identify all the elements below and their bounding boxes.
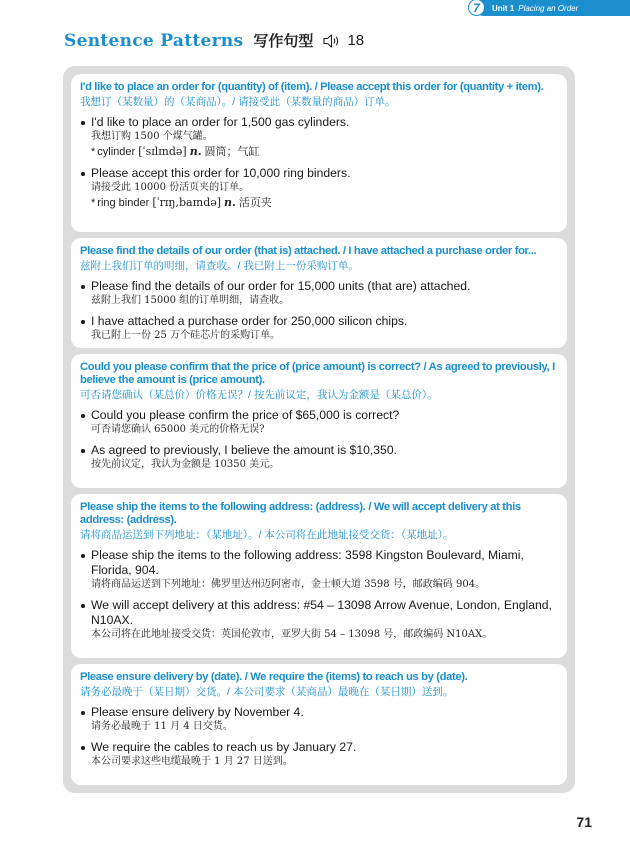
example-item — [80, 408, 557, 437]
vocab-note: * cylinder [ˈsɪlɪndə] n. 圆筒；气缸 — [91, 145, 260, 158]
pattern-heading: Please ensure delivery by (date). / We require the (items) to reach us by (date). — [80, 671, 468, 683]
example-item — [80, 115, 557, 160]
example-en: Could you please confirm the price of $65,000 is correct? — [91, 408, 400, 422]
page-number: 71 — [576, 814, 592, 830]
section-title: Sentence Patterns — [64, 30, 244, 51]
pattern-card-ship-address — [71, 494, 567, 658]
example-cn: 我想订购 1500 个煤气罐。 — [91, 131, 213, 142]
unit-tab — [474, 0, 630, 16]
vocab-pronunciation: [ˈsɪlɪndə] — [138, 145, 187, 158]
pattern-card-confirm-price — [71, 354, 567, 488]
example-item — [80, 705, 557, 734]
example-en: Please ship the items to the following address: 3598 Kingston Boulevard, Miami, Florida, 904. — [91, 548, 524, 577]
example-cn: 可否请您确认 65000 美元的价格无误? — [91, 424, 265, 435]
unit-subtitle: Placing an Order — [518, 3, 579, 13]
example-item — [80, 740, 557, 769]
pattern-card-attached — [71, 238, 567, 348]
vocab-pos: n. — [224, 196, 236, 209]
pattern-heading-cn: 请将商品运送到下列地址：（某地址）。/ 本公司将在此地址接受交货：（某地址）。 — [80, 529, 454, 541]
unit-number-badge: 7 — [468, 0, 485, 16]
vocab-word: cylinder — [97, 146, 136, 158]
example-cn: 本公司将在此地址接受交货：英国伦敦市，亚罗大街 54 – 13098 号，邮政编码 N10AX。 — [91, 629, 493, 640]
pattern-heading-cn: 可否请您确认（某总价）价格无误？/ 按先前议定，我认为金额是（某总价）。 — [80, 389, 438, 401]
pattern-heading: I'd like to place an order for (quantity) of (item). / Please accept this order for (quantity + item). — [80, 81, 544, 93]
patterns-panel — [63, 66, 575, 793]
example-en: I'd like to place an order for 1,500 gas cylinders. — [91, 115, 350, 129]
vocab-gloss: 圆筒；气缸 — [204, 145, 260, 158]
vocab-pronunciation: [ˈrɪŋ,baɪndə] — [152, 196, 222, 209]
example-en: Please ensure delivery by November 4. — [91, 705, 304, 719]
example-cn: 兹附上我们 15000 组的订单明细，请查收。 — [91, 295, 290, 306]
example-cn: 本公司要求这些电缆最晚于 1 月 27 日送到。 — [91, 756, 293, 767]
example-cn: 请务必最晚于 11 月 4 日交货。 — [91, 721, 233, 732]
example-en: We will accept delivery at this address: #54 – 13098 Arrow Avenue, London, England, N10AX. — [91, 598, 552, 627]
vocab-gloss: 活页夹 — [238, 196, 272, 209]
pattern-heading-cn: 请务必最晚于（某日期）交货。/ 本公司要求（某商品）最晚在（某日期）送到。 — [80, 686, 454, 698]
example-item — [80, 548, 557, 592]
example-item — [80, 279, 557, 308]
example-cn: 我已附上一份 25 万个硅芯片的采购订单。 — [91, 330, 281, 341]
example-en: I have attached a purchase order for 250,000 silicon chips. — [91, 314, 408, 328]
example-cn: 按先前议定，我认为金额是 10350 美元。 — [91, 459, 280, 470]
pattern-heading: Please ship the items to the following address: (address). / We will accept delivery at this address: (address). — [80, 501, 521, 526]
example-item — [80, 314, 557, 343]
section-title-cn: 写作句型 — [253, 33, 314, 50]
vocab-word: ring binder — [97, 197, 150, 209]
audio-icon[interactable] — [323, 34, 341, 48]
pattern-heading: Please find the details of our order (that is) attached. / I have attached a purchase order for... — [80, 245, 537, 257]
unit-label: Unit 1 — [492, 3, 515, 13]
vocab-note: * ring binder [ˈrɪŋ,baɪndə] n. 活页夹 — [91, 196, 272, 209]
example-item — [80, 443, 557, 472]
example-en: Please accept this order for 10,000 ring binders. — [91, 166, 351, 180]
example-cn: 请将商品运送到下列地址：佛罗里达州迈阿密市，金士顿大道 3598 号，邮政编码 904。 — [91, 579, 486, 590]
example-en: Please find the details of our order for 15,000 units (that are) attached. — [91, 279, 471, 293]
pattern-heading: Could you please confirm that the price of (price amount) is correct? / As agreed to previously, I believe the amount is (price amount). — [80, 361, 555, 386]
example-en: As agreed to previously, I believe the amount is $10,350. — [91, 443, 398, 457]
section-heading — [64, 30, 364, 51]
vocab-pos: n. — [189, 145, 202, 158]
example-item — [80, 598, 557, 642]
pattern-card-delivery-date — [71, 664, 567, 785]
pattern-heading-cn: 我想订（某数量）的（某商品）。/ 请接受此（某数量的商品）订单。 — [80, 96, 396, 108]
track-number: 18 — [347, 32, 365, 49]
example-cn: 请接受此 10000 份活页夹的订单。 — [91, 182, 250, 193]
pattern-heading-cn: 兹附上我们订单的明细，请查收。/ 我已附上一份采购订单。 — [80, 260, 359, 272]
pattern-card-order — [71, 74, 567, 232]
example-en: We require the cables to reach us by January 27. — [91, 740, 357, 754]
example-item — [80, 166, 557, 211]
